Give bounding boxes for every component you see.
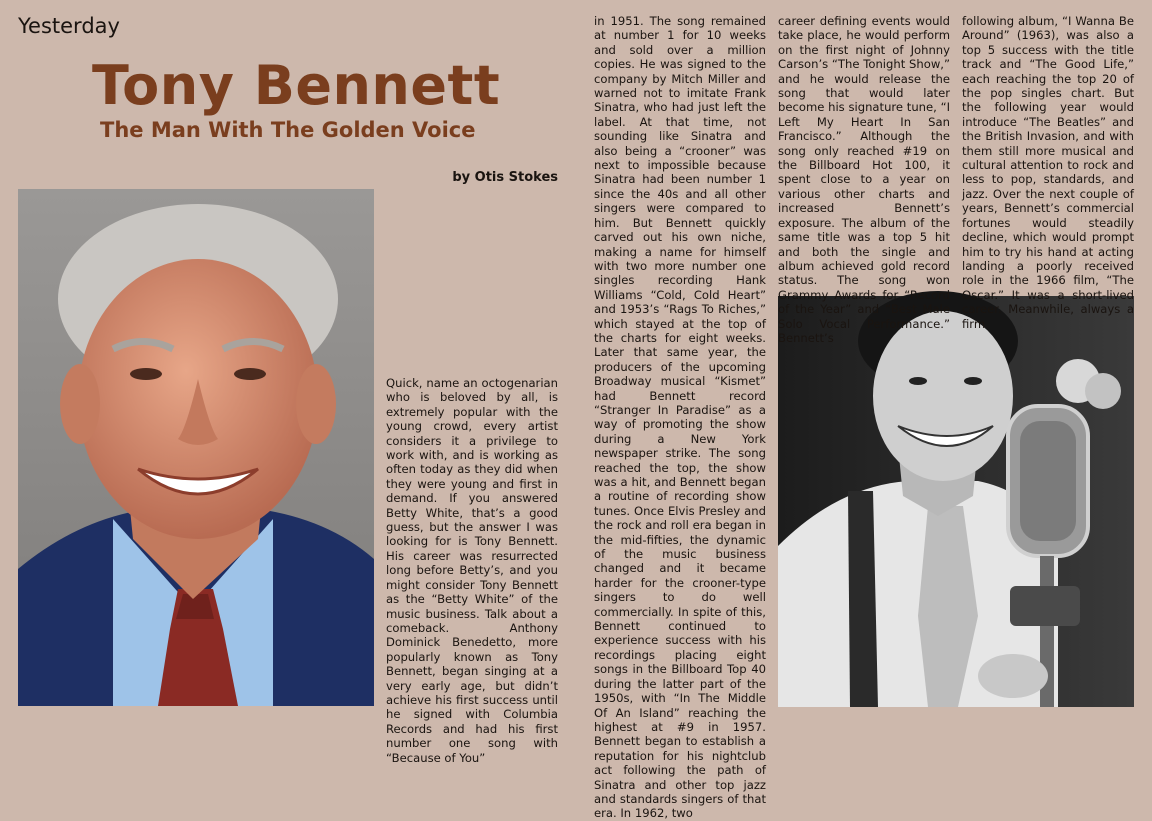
page-subtitle: The Man With The Golden Voice [100,118,476,142]
article-column-4: following album, “I Wanna Be Around” (1963), was also a top 5 success with the title track and “The Good Life,” each reaching the top 20 of the pop singles chart. But the following year would introduce “The Beatles” and the British Invasion, and with them still more musical and cultural attention to rock and less to pop, standards, and jazz. Over the next couple of years, Bennett’s commercial fortunes would steadily decline, which would prompt him to try his hand at acting landing a poorly received role in the 1966 film, “The Oscar.” It was a short-lived career. Meanwhile, always a firm [962,14,1134,331]
article-column-2: in 1951. The song remained at number 1 for 10 weeks and sold over a million copies. He was signed to the company by Mitch Miller and warned not to imitate Frank Sinatra, who had just left the label. At that time, not sounding like Sinatra and also being a “crooner” was next to impossible because Sinatra had been number 1 since the 40s and all other singers were compared to him. But Bennett quickly carved out his own niche, making a name for himself with two more number one singles recording Hank Williams “Cold, Cold Heart” and 1953’s “Rags To Riches,” which stayed at the top of the charts for eight weeks. Later that same year, the producers of the upcoming Broadway musical “Kismet” had Bennett record “Stranger In Paradise” as a way of promoting the show during a New York newspaper strike. The song reached the top, the show was a hit, and Bennett began a routine of recording show tunes. Once Elvis Presley and the rock and roll era began in the mid-fifties, the dynamic of the music business changed and it became harder for the crooner-type singers to do well commercially. In spite of this, Bennett continued to experience success with his recordings placing eight songs in the Billboard Top 40 during the latter part of the 1950s, with “In The Middle Of An Island” reaching the highest at #9 in 1957. Bennett began to establish a reputation for his nightclub act following the path of Sinatra and other top jazz and standards singers of that era. In 1962, two [594,14,766,821]
article-column-3: career defining events would take place, he would perform on the first night of Johnny Carson’s “The Tonight Show,” and he would release the song that would later become his signature tune, “I Left My Heart In San Francisco.” Although the song only reached #19 on the Billboard Hot 100, it spent close to a year on various other charts and increased Bennett’s exposure. The album of the same title was a top 5 hit and both the single and album achieved gold record status. The song won Grammy Awards for “Record of the Year” and “Best Male Solo Vocal Performance.” Bennett’s [778,14,950,345]
portrait-photo [18,189,374,706]
article-column-1: Quick, name an octogenarian who is beloved by all, is extremely popular with the young crowd, every artist considers it a privilege to work with, and is working as often today as they did when they were young and first in demand. If you answered Betty White, that’s a good guess, but the answer I was looking for is Tony Bennett. His career was resurrected long before Betty’s, and you might consider Tony Bennett as the “Betty White” of the music business. Talk about a comeback. Anthony Dominick Benedetto, more popularly known as Tony Bennett, began singing at a very early age, but didn’t achieve his first success until he signed with Columbia Records and had his first number one song with “Because of You” [386,376,558,765]
vintage-photo-with-microphone [778,296,1134,707]
section-label: Yesterday [18,14,120,38]
byline: by Otis Stokes [452,170,558,185]
page-title: Tony Bennett [92,54,501,117]
